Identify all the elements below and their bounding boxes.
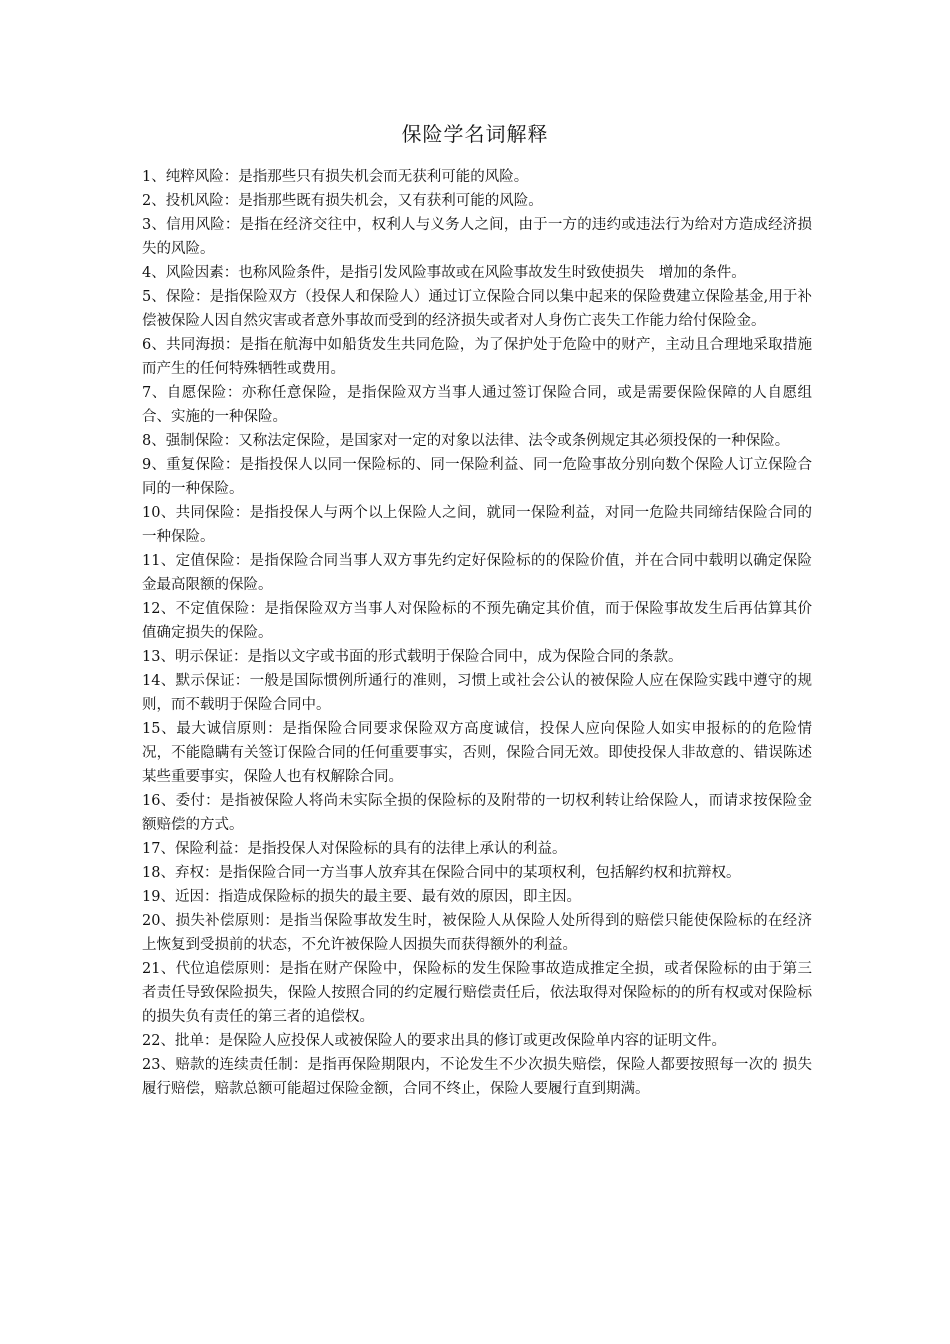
definition-entry: 17、保险利益：是指投保人对保险标的具有的法律上承认的利益。: [142, 841, 567, 857]
definition-entry: 4、风险因素：也称风险条件，是指引发风险事故或在风险事故发生时致使损失 增加的条件。: [142, 265, 746, 281]
definition-entry: 22、批单：是保险人应投保人或被保险人的要求出具的修订或更改保险单内容的证明文件。: [142, 1033, 726, 1049]
definition-entry: 8、强制保险：又称法定保险，是国家对一定的对象以法律、法令或条例规定其必须投保的一种保险。: [142, 433, 790, 449]
definition-entry: 13、明示保证：是指以文字或书面的形式载明于保险合同中，成为保险合同的条款。: [142, 649, 683, 665]
definitions-list: [142, 165, 812, 1101]
definition-entry: 10、共同保险：是指投保人与两个以上保险人之间，就同一保险利益，对同一危险共同缔结保险合同的一种保险。: [142, 505, 812, 545]
definition-entry: 20、损失补偿原则：是指当保险事故发生时，被保险人从保险人处所得到的赔偿只能使保险标的在经济上恢复到受损前的状态，不允许被保险人因损失而获得额外的利益。: [142, 913, 812, 953]
definition-entry: 21、代位追偿原则：是指在财产保险中，保险标的发生保险事故造成推定全损，或者保险标的由于第三者责任导致保险损失，保险人按照合同的约定履行赔偿责任后，依法取得对保险标的的所有权或对保险标的损失负有责任的第三者的追偿权。: [142, 961, 812, 1025]
definition-entry: 14、默示保证：一般是国际惯例所通行的准则，习惯上或社会公认的被保险人应在保险实践中遵守的规则，而不载明于保险合同中。: [142, 673, 812, 713]
definition-entry: 18、弃权：是指保险合同一方当事人放弃其在保险合同中的某项权利，包括解约权和抗辩权。: [142, 865, 741, 881]
definition-entry: 15、最大诚信原则：是指保险合同要求保险双方高度诚信，投保人应向保险人如实申报标的的危险情况，不能隐瞒有关签订保险合同的任何重要事实，否则，保险合同无效。即使投保人非故意的、错误陈述某些重要事实，保险人也有权解除合同。: [142, 721, 812, 785]
definition-entry: 6、共同海损：是指在航海中如船货发生共同危险，为了保护处于危险中的财产，主动且合理地采取措施而产生的任何特殊牺牲或费用。: [142, 337, 812, 377]
definition-entry: 19、近因：指造成保险标的损失的最主要、最有效的原因，即主因。: [142, 889, 581, 905]
definition-entry: 23、赔款的连续责任制：是指再保险期限内，不论发生不少次损失赔偿，保险人都要按照每一次的 损失履行赔偿，赔款总额可能超过保险金额，合同不终止，保险人要履行直到期满。: [142, 1057, 812, 1097]
definition-entry: 11、定值保险：是指保险合同当事人双方事先约定好保险标的的保险价值，并在合同中载明以确定保险金最高限额的保险。: [142, 553, 812, 593]
page-title: 保险学名词解释: [401, 122, 549, 146]
definition-entry: 12、不定值保险：是指保险双方当事人对保险标的不预先确定其价值，而于保险事故发生后再估算其价值确定损失的保险。: [142, 601, 812, 641]
definition-entry: 16、委付：是指被保险人将尚未实际全损的保险标的及附带的一切权利转让给保险人，而请求按保险金额赔偿的方式。: [142, 793, 812, 833]
definition-entry: 3、信用风险：是指在经济交往中，权利人与义务人之间，由于一方的违约或违法行为给对方造成经济损失的风险。: [142, 217, 812, 257]
definition-entry: 2、投机风险：是指那些既有损失机会，又有获利可能的风险。: [142, 193, 543, 209]
definition-entry: 7、自愿保险：亦称任意保险，是指保险双方当事人通过签订保险合同，或是需要保险保障的人自愿组合、实施的一种保险。: [142, 385, 812, 425]
definition-entry: 5、保险：是指保险双方（投保人和保险人）通过订立保险合同以集中起来的保险费建立保险基金,用于补偿被保险人因自然灾害或者意外事故而受到的经济损失或者对人身伤亡丧失工作能力给付保险金。: [142, 289, 812, 329]
definition-entry: 9、重复保险：是指投保人以同一保险标的、同一保险利益、同一危险事故分别向数个保险人订立保险合同的一种保险。: [142, 457, 812, 497]
definition-entry: 1、纯粹风险：是指那些只有损失机会而无获利可能的风险。: [142, 169, 529, 185]
